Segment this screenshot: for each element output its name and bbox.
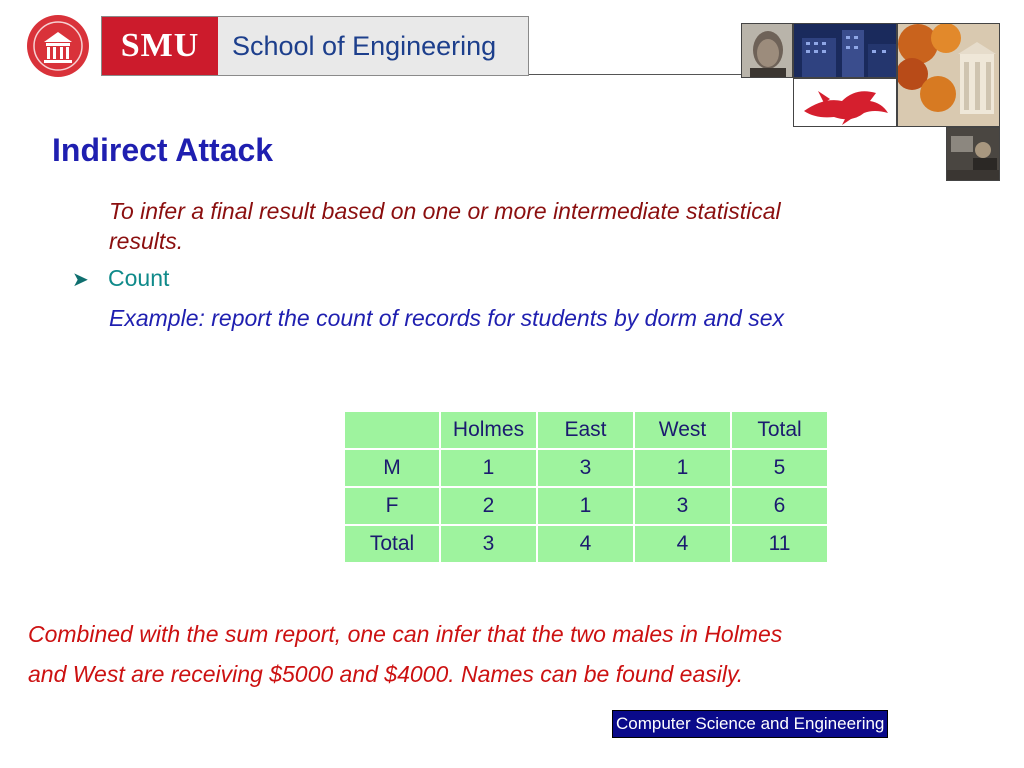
table-cell: 5 [731,449,828,487]
table-header-cell: East [537,411,634,449]
count-table [343,410,829,564]
conclusion-text [28,614,988,694]
portrait-photo [741,23,793,78]
conclusion-line: Combined with the sum report, one can infer that the two males in Holmes [28,621,783,647]
table-cell: 3 [634,487,731,525]
bullet-label: Count [108,265,170,291]
autumn-campus-photo [897,23,1000,127]
table-cell: 1 [440,449,537,487]
table-row-label: F [344,487,440,525]
bullet-count [72,265,169,292]
footer-department-label: Computer Science and Engineering [612,710,888,738]
table-header-row [344,411,828,449]
table-cell: 1 [634,449,731,487]
building-night-photo [793,23,897,78]
table-row [344,449,828,487]
brand-school-name: School of Engineering [218,17,528,75]
mustang-mascot-photo [793,78,897,127]
intro-text: To infer a final result based on one or more intermediate statistical results. [109,198,781,254]
table-row [344,525,828,563]
brand-banner [101,16,529,76]
table-header-cell: Total [731,411,828,449]
header-divider [529,74,742,75]
table-row-label: M [344,449,440,487]
table-header-cell: Holmes [440,411,537,449]
arrow-bullet-icon: ➤ [72,269,89,291]
table-header-cell: West [634,411,731,449]
brand-logo-smu: SMU [102,17,218,75]
table-cell: 6 [731,487,828,525]
table-row [344,487,828,525]
table-cell: 4 [634,525,731,563]
table-cell: 1 [537,487,634,525]
table-row-label: Total [344,525,440,563]
example-text: Example: report the count of records for students by dorm and sex [109,305,785,331]
table-cell: 3 [537,449,634,487]
lab-photo [946,127,1000,181]
university-seal-icon [26,14,90,78]
table-cell: 11 [731,525,828,563]
table-header-cell [344,411,440,449]
table-cell: 4 [537,525,634,563]
slide-title: Indirect Attack [52,132,274,168]
table-cell: 3 [440,525,537,563]
conclusion-line: and West are receiving $5000 and $4000. Names can be found easily. [28,661,744,687]
table-cell: 2 [440,487,537,525]
